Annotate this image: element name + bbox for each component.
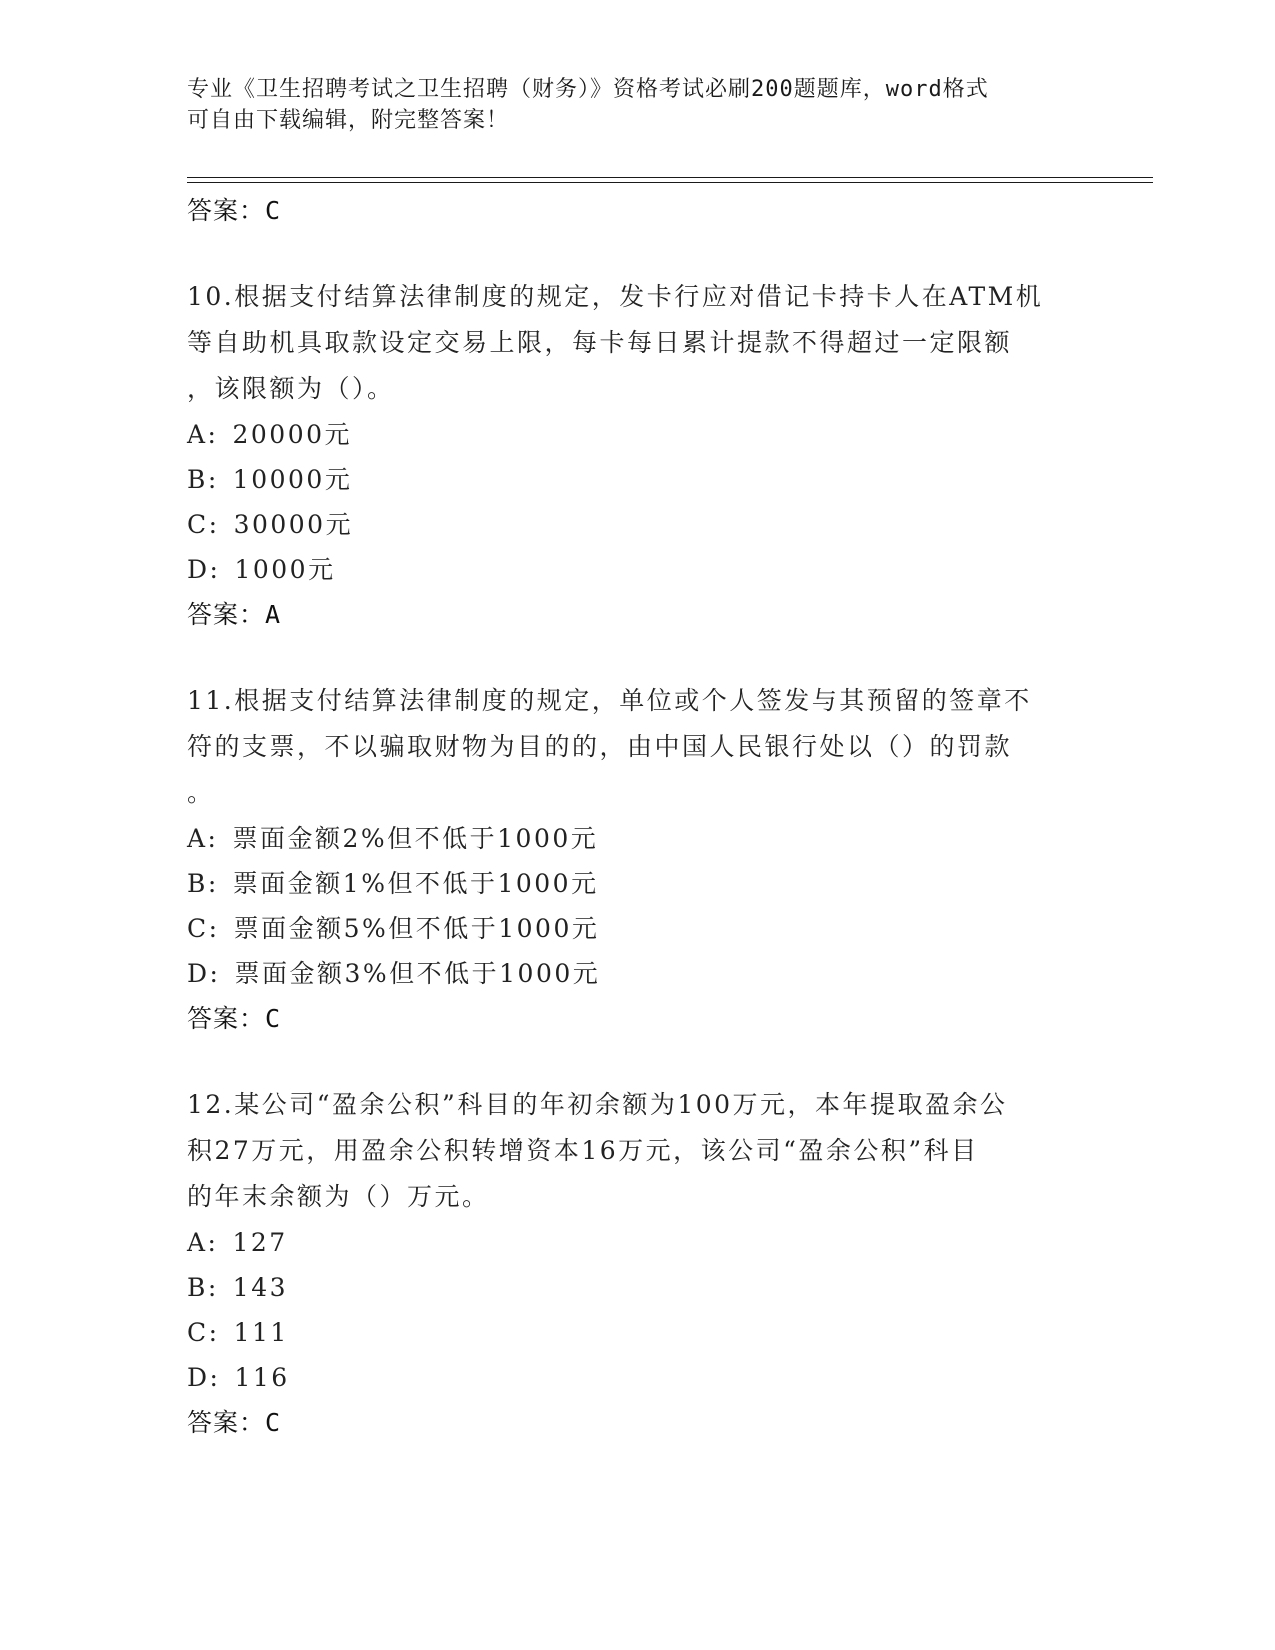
spacer	[187, 638, 1087, 678]
option-text: 票面金额3%但不低于1000元	[234, 959, 601, 988]
option-letter: D:	[187, 959, 221, 988]
question-line: 的年末余额为（）万元。	[187, 1182, 490, 1211]
option-letter: B:	[187, 869, 219, 898]
option-text: 票面金额5%但不低于1000元	[233, 914, 600, 943]
spacer	[187, 234, 1087, 274]
option-text: 票面金额1%但不低于1000元	[232, 869, 599, 898]
document-body	[187, 188, 1087, 1446]
option-text: 116	[234, 1363, 290, 1392]
option-d	[187, 951, 1087, 996]
answer-line: 答案：A	[187, 600, 282, 629]
option-letter: B:	[187, 465, 219, 494]
option-text: 1000元	[234, 555, 336, 584]
option-c	[187, 1310, 1087, 1355]
option-b	[187, 457, 1087, 502]
option-c	[187, 906, 1087, 951]
question-text	[187, 1082, 1079, 1220]
header-rule-top	[187, 177, 1153, 178]
option-text: 30000元	[233, 510, 354, 539]
option-letter: D:	[187, 555, 221, 584]
option-a	[187, 1220, 1087, 1265]
question-line: 符的支票，不以骗取财物为目的的，由中国人民银行处以（）的罚款	[187, 732, 1013, 761]
question-line: 积27万元，用盈余公积转增资本16万元，该公司“盈余公积”科目	[187, 1136, 979, 1165]
header-rule-bottom	[187, 182, 1153, 183]
question-line: 等自助机具取款设定交易上限，每卡每日累计提款不得超过一定限额	[187, 328, 1013, 357]
option-text: 10000元	[232, 465, 353, 494]
option-letter: A:	[187, 420, 219, 449]
question-line: 10.根据支付结算法律制度的规定，发卡行应对借记卡持卡人在ATM机	[187, 282, 1044, 311]
answer-line: 答案：C	[187, 1408, 282, 1437]
option-letter: A:	[187, 1228, 219, 1257]
option-a	[187, 816, 1087, 861]
spacer	[187, 1042, 1087, 1082]
option-letter: D:	[187, 1363, 221, 1392]
option-text: 127	[232, 1228, 288, 1257]
question-line: 11.根据支付结算法律制度的规定，单位或个人签发与其预留的签章不	[187, 686, 1032, 715]
question-block	[187, 1082, 1087, 1446]
option-text: 111	[233, 1318, 289, 1347]
header-line-2: 可自由下载编辑，附完整答案！	[187, 108, 510, 133]
option-c	[187, 502, 1087, 547]
option-text: 20000元	[232, 420, 353, 449]
question-line: ，该限额为（）。	[187, 374, 395, 403]
header-line-1: 专业《卫生招聘考试之卫生招聘（财务）》资格考试必刷200题题库，word格式	[187, 77, 989, 102]
option-letter: C:	[187, 1318, 220, 1347]
option-b	[187, 1265, 1087, 1310]
option-text: 票面金额2%但不低于1000元	[232, 824, 599, 853]
option-a	[187, 412, 1087, 457]
option-d	[187, 547, 1087, 592]
document-header	[187, 74, 1067, 136]
question-line: 。	[187, 778, 215, 807]
answer-line: 答案：C	[187, 196, 282, 225]
question-block	[187, 274, 1087, 638]
option-letter: C:	[187, 914, 220, 943]
option-letter: A:	[187, 824, 219, 853]
option-b	[187, 861, 1087, 906]
option-letter: B:	[187, 1273, 219, 1302]
question-text	[187, 274, 1079, 412]
option-text: 143	[232, 1273, 289, 1302]
option-d	[187, 1355, 1087, 1400]
question-block	[187, 678, 1087, 1042]
question-text	[187, 678, 1079, 816]
question-line: 12.某公司“盈余公积”科目的年初余额为100万元，本年提取盈余公	[187, 1090, 1008, 1119]
option-letter: C:	[187, 510, 220, 539]
answer-line: 答案：C	[187, 1004, 282, 1033]
